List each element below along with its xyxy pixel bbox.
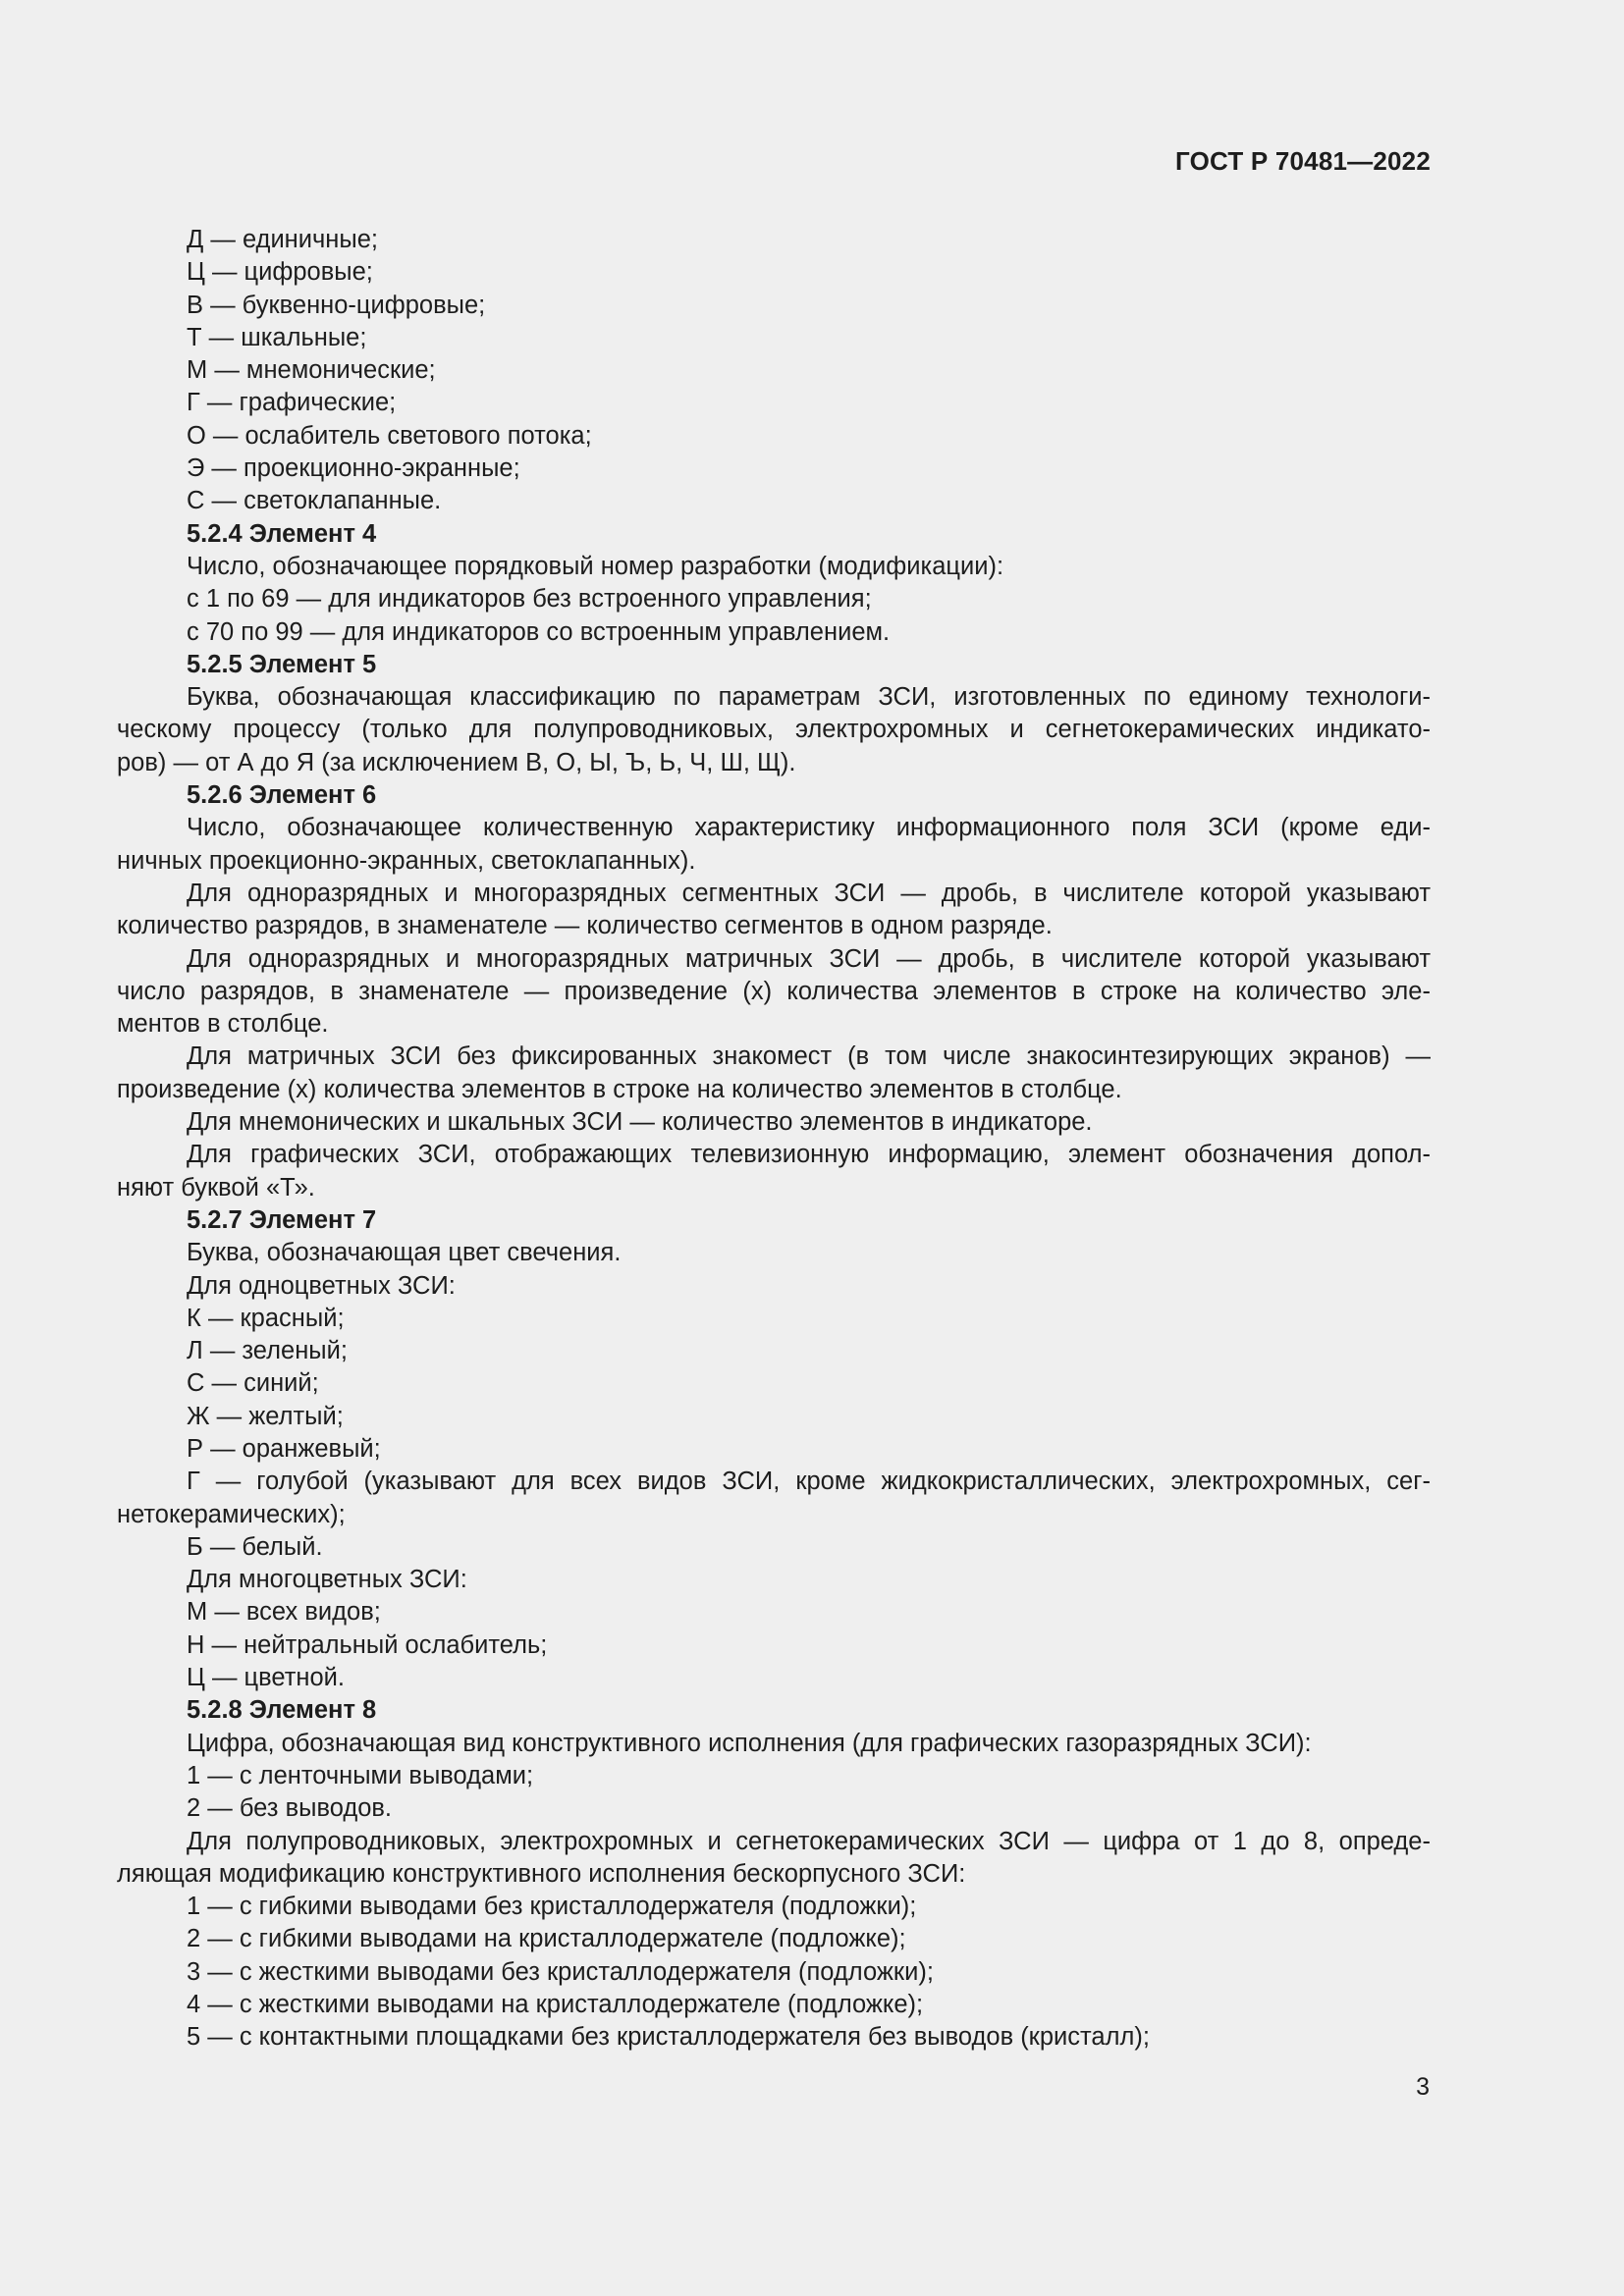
text-line: ляющая модификацию конструктивного исполнения бескорпусного ЗСИ: (117, 1859, 966, 1888)
text-line: Ц — цифровые; (187, 258, 373, 287)
text-line: Для одноцветных ЗСИ: (187, 1271, 456, 1300)
text-line: ческому процессу (только для полупроводниковых, электрохромных и сегнетокерамических индикато- (117, 716, 1431, 744)
text-line: К — красный; (187, 1304, 345, 1332)
text-line: Б — белый. (187, 1532, 323, 1561)
text-line: Число, обозначающее количественную характеристику информационного поля ЗСИ (кроме еди- (187, 814, 1431, 842)
section-heading: 5.2.5 Элемент 5 (187, 650, 377, 678)
text-line: 4 — с жесткими выводами на кристаллодержателе (подложке); (187, 1991, 924, 2019)
text-line: Для мнемонических и шкальных ЗСИ — количество элементов в индикаторе. (187, 1108, 1093, 1137)
text-line: с 1 по 69 — для индикаторов без встроенного управления; (187, 585, 872, 614)
document-code-header: ГОСТ Р 70481—2022 (1175, 146, 1431, 176)
text-line: 3 — с жесткими выводами без кристаллодержателя (подложки); (187, 1957, 934, 1986)
page-number: 3 (1416, 2073, 1430, 2101)
text-line: Н — нейтральный ослабитель; (187, 1630, 548, 1659)
text-line: Для полупроводниковых, электрохромных и сегнетокерамических ЗСИ — цифра от 1 до 8, опреде- (187, 1827, 1431, 1855)
text-line: С — светоклапанные. (187, 487, 442, 515)
text-line: нетокерамических); (117, 1500, 346, 1528)
section-heading: 5.2.6 Элемент 6 (187, 781, 377, 810)
text-line: Л — зеленый; (187, 1337, 348, 1365)
text-line: ров) — от А до Я (за исключением В, О, Ы, Ъ, Ь, Ч, Ш, Щ). (117, 748, 796, 776)
document-body (117, 224, 1431, 2055)
text-line: В — буквенно-цифровые; (187, 291, 486, 319)
text-line: М — мнемонические; (187, 356, 436, 385)
text-line: Ж — желтый; (187, 1402, 344, 1430)
text-line: Д — единичные; (187, 226, 378, 253)
text-line: Г — графические; (187, 389, 397, 417)
text-line: ментов в столбце. (117, 1010, 329, 1039)
text-line: С — синий; (187, 1369, 319, 1398)
text-line: Число, обозначающее порядковый номер разработки (модификации): (187, 552, 1004, 580)
text-line: 1 — с ленточными выводами; (187, 1761, 534, 1789)
text-line: Для многоцветных ЗСИ: (187, 1566, 467, 1594)
text-line: ничных проекционно-экранных, светоклапанных). (117, 846, 696, 875)
text-line: Р — оранжевый; (187, 1434, 381, 1463)
text-line: число разрядов, в знаменателе — произведение (х) количества элементов в строке на количество эле- (117, 977, 1431, 1005)
text-line: Цифра, обозначающая вид конструктивного исполнения (для графических газоразрядных ЗСИ): (187, 1729, 1312, 1757)
text-line: 2 — с гибкими выводами на кристаллодержателе (подложке); (187, 1925, 906, 1953)
text-line: Для одноразрядных и многоразрядных сегментных ЗСИ — дробь, в числителе которой указывают (187, 879, 1431, 907)
text-line: Буква, обозначающая классификацию по параметрам ЗСИ, изготовленных по единому технологи- (187, 683, 1431, 712)
text-line: Для графических ЗСИ, отображающих телевизионную информацию, элемент обозначения допол- (187, 1141, 1431, 1169)
text-line: количество разрядов, в знаменателе — количество сегментов в одном разряде. (117, 912, 1053, 940)
text-line: М — всех видов; (187, 1598, 381, 1627)
text-line: произведение (х) количества элементов в строке на количество элементов в столбце. (117, 1075, 1122, 1103)
text-line: Для матричных ЗСИ без фиксированных знакомест (в том числе знакосинтезирующих экранов) — (187, 1042, 1431, 1071)
text-line: 5 — с контактными площадками без кристаллодержателя без выводов (кристалл); (187, 2023, 1150, 2052)
text-line: О — ослабитель светового потока; (187, 421, 592, 450)
text-line: Г — голубой (указывают для всех видов ЗСИ, кроме жидкокристаллических, электрохромных, сег- (187, 1468, 1431, 1496)
text-line: Э — проекционно-экранные; (187, 454, 520, 483)
text-line: Для одноразрядных и многоразрядных матричных ЗСИ — дробь, в числителе которой указывают (187, 944, 1431, 973)
text-line: Т — шкальные; (187, 323, 367, 351)
text-line: 2 — без выводов. (187, 1794, 393, 1823)
text-line: Буква, обозначающая цвет свечения. (187, 1239, 622, 1267)
section-heading: 5.2.4 Элемент 4 (187, 519, 377, 548)
section-heading: 5.2.7 Элемент 7 (187, 1205, 377, 1234)
text-line: Ц — цветной. (187, 1664, 346, 1692)
text-line: с 70 по 99 — для индикаторов со встроенным управлением. (187, 617, 891, 646)
text-line: няют буквой «Т». (117, 1173, 315, 1201)
text-line: 1 — с гибкими выводами без кристаллодержателя (подложки); (187, 1893, 917, 1921)
section-heading: 5.2.8 Элемент 8 (187, 1696, 377, 1725)
